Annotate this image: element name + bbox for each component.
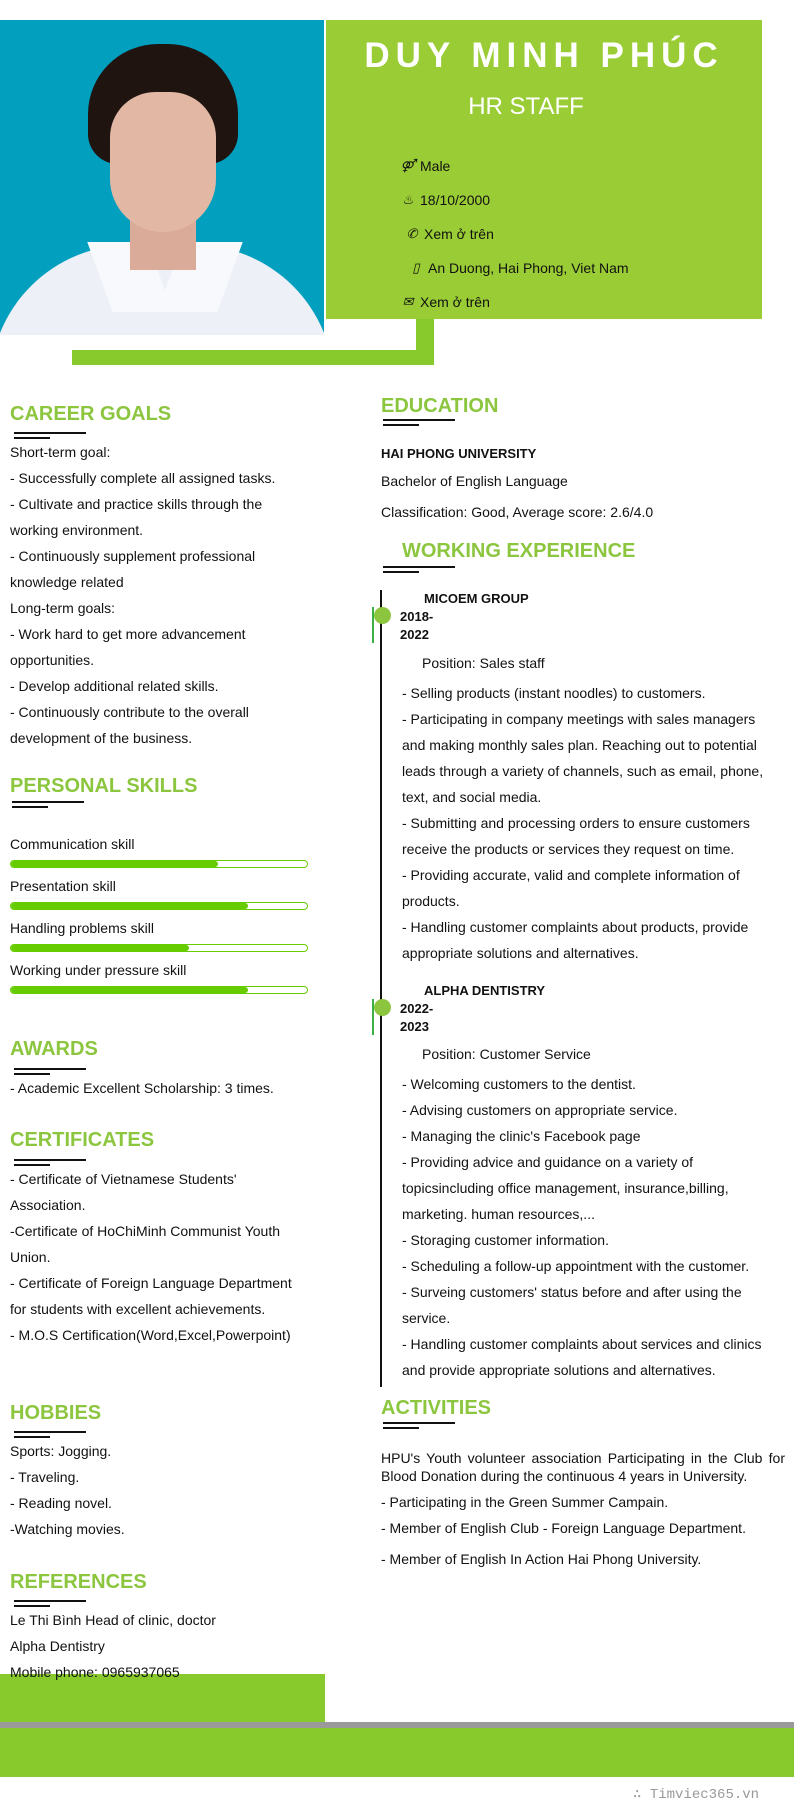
job-position: Position: Sales staff <box>422 655 545 671</box>
text-line: Short-term goal: <box>10 444 111 460</box>
text-line: and provide appropriate solutions and alternatives. <box>402 1362 716 1378</box>
activities-paragraph: HPU's Youth volunteer association Participating in the Club for Blood Donation during the continuous 4 years in University. <box>381 1450 785 1484</box>
education-heading: EDUCATION <box>381 395 499 417</box>
candidate-name: DUY MINH PHÚC <box>364 36 724 75</box>
skill-bar-fill <box>11 945 189 951</box>
info-value: Xem ở trên <box>424 226 494 242</box>
activity-item: - Member of English Club - Foreign Language Department. <box>381 1520 746 1536</box>
skill-label: Presentation skill <box>10 878 116 894</box>
text-line: - Managing the clinic's Facebook page <box>402 1128 641 1144</box>
info-gender <box>400 158 450 174</box>
job-year-end: 2023 <box>400 1019 429 1034</box>
info-address <box>408 260 629 276</box>
degree: Bachelor of English Language <box>381 473 568 489</box>
info-email <box>400 294 490 310</box>
activity-item: - Participating in the Green Summer Campain. <box>381 1494 669 1510</box>
classification: Classification: Good, Average score: 2.6/4.0 <box>381 504 654 520</box>
text-line: text, and social media. <box>402 789 542 805</box>
decor-bar-horizontal <box>72 350 434 365</box>
text-line: service. <box>402 1310 451 1326</box>
skill-label: Handling problems skill <box>10 920 154 936</box>
skill-bar-working-under-pressure <box>10 986 308 994</box>
header-panel <box>326 20 762 319</box>
text-line: - Advising customers on appropriate service. <box>402 1102 678 1118</box>
job-duties <box>402 1071 762 1383</box>
text-line: Alpha Dentistry <box>10 1638 105 1654</box>
text-line: - Selling products (instant noodles) to customers. <box>402 685 706 701</box>
working-experience-heading: WORKING EXPERIENCE <box>402 540 636 562</box>
hobbies-heading: HOBBIES <box>10 1402 102 1424</box>
text-line: - Successfully complete all assigned tasks. <box>10 470 276 486</box>
info-value: An Duong, Hai Phong, Viet Nam <box>428 260 629 276</box>
skill-bar-communication <box>10 860 308 868</box>
text-line: - Providing advice and guidance on a variety of <box>402 1154 694 1170</box>
job-year-start: 2018- <box>400 609 434 624</box>
text-line: Sports: Jogging. <box>10 1443 112 1459</box>
text-line: opportunities. <box>10 652 95 668</box>
heading-underline <box>12 801 86 809</box>
info-birthday <box>400 192 490 208</box>
text-line: - Participating in company meetings with sales managers <box>402 711 756 727</box>
text-line: - Providing accurate, valid and complete information of <box>402 867 740 883</box>
skill-bar-fill <box>11 987 248 993</box>
job-company: ALPHA DENTISTRY <box>424 983 546 998</box>
text-line: and making monthly sales plan. Reaching out to potential <box>402 737 757 753</box>
awards-text <box>10 1075 274 1101</box>
text-line: - Continuously contribute to the overall <box>10 704 249 720</box>
activity-item: - Member of English In Action Hai Phong University. <box>381 1551 702 1567</box>
info-value: Xem ở trên <box>420 294 490 310</box>
awards-heading: AWARDS <box>10 1038 98 1060</box>
info-value: Male <box>420 158 451 174</box>
school-name: HAI PHONG UNIVERSITY <box>381 446 537 461</box>
email-icon: ✉ <box>402 294 414 309</box>
skill-label: Communication skill <box>10 836 135 852</box>
job-company: MICOEM GROUP <box>424 591 529 606</box>
text-line: Long-term goals: <box>10 600 116 616</box>
experience-timeline <box>380 590 382 1387</box>
job-years <box>400 1000 440 1036</box>
text-line: - M.O.S Certification(Word,Excel,Powerpoint) <box>10 1327 291 1343</box>
heading-underline <box>383 566 457 574</box>
photo-face <box>110 92 216 232</box>
text-line: - Develop additional related skills. <box>10 678 219 694</box>
personal-skills-heading: PERSONAL SKILLS <box>10 775 198 797</box>
text-line: -Watching movies. <box>10 1521 125 1537</box>
text-line: topicsincluding office management, insurance,billing, <box>402 1180 729 1196</box>
text-line: - Certificate of Vietnamese Students' <box>10 1171 237 1187</box>
text-line: - Reading novel. <box>10 1495 112 1511</box>
job-years <box>400 608 440 644</box>
text-line: - Certificate of Foreign Language Department <box>10 1275 292 1291</box>
career-goals-heading: CAREER GOALS <box>10 403 172 425</box>
hobbies-text <box>10 1438 125 1542</box>
job-year-start: 2022- <box>400 1001 434 1016</box>
profile-photo <box>0 20 324 335</box>
footer-green-bar <box>0 1728 794 1777</box>
text-line: appropriate solutions and alternatives. <box>402 945 639 961</box>
text-line: - Handling customer complaints about services and clinics <box>402 1336 762 1352</box>
location-icon: ▯ <box>412 260 420 275</box>
references-text <box>10 1607 216 1685</box>
certificates-heading: CERTIFICATES <box>10 1129 155 1151</box>
job-position: Position: Customer Service <box>422 1046 591 1062</box>
text-line: - Cultivate and practice skills through the <box>10 496 263 512</box>
timeline-dot <box>374 999 391 1016</box>
info-value: 18/10/2000 <box>420 192 491 208</box>
career-goals-text <box>10 439 275 751</box>
job-duties <box>402 680 763 966</box>
skill-label: Working under pressure skill <box>10 962 187 978</box>
candidate-title: HR STAFF <box>468 93 584 120</box>
text-line: Mobile phone: 0965937065 <box>10 1664 180 1680</box>
text-line: - Storaging customer information. <box>402 1232 609 1248</box>
text-line: marketing. human resources,... <box>402 1206 595 1222</box>
text-line: - Welcoming customers to the dentist. <box>402 1076 636 1092</box>
text-line: working environment. <box>10 522 144 538</box>
text-line: products. <box>402 893 460 909</box>
activities-heading: ACTIVITIES <box>381 1397 492 1419</box>
gender-icon: ⚤ <box>400 158 416 173</box>
references-heading: REFERENCES <box>10 1571 147 1593</box>
text-line: Le Thi Bình Head of clinic, doctor <box>10 1612 216 1628</box>
text-line: development of the business. <box>10 730 193 746</box>
text-line: - Work hard to get more advancement <box>10 626 246 642</box>
text-line: Union. <box>10 1249 51 1265</box>
skill-bar-fill <box>11 861 218 867</box>
certificates-text <box>10 1166 292 1348</box>
heading-underline <box>383 1422 457 1430</box>
text-line: receive the products or services they request on time. <box>402 841 735 857</box>
info-phone <box>404 226 494 242</box>
heading-underline <box>383 419 457 427</box>
text-line: - Scheduling a follow-up appointment with the customer. <box>402 1258 750 1274</box>
text-line: -Certificate of HoChiMinh Communist Youth <box>10 1223 281 1239</box>
text-line: - Traveling. <box>10 1469 80 1485</box>
phone-icon: ✆ <box>406 226 418 241</box>
birthday-cake-icon: ♨ <box>402 192 414 207</box>
timeline-dot <box>374 607 391 624</box>
skill-bar-presentation <box>10 902 308 910</box>
text-line: - Submitting and processing orders to ensure customers <box>402 815 750 831</box>
skill-bar-fill <box>11 903 248 909</box>
text-line: - Continuously supplement professional <box>10 548 256 564</box>
text-line: - Academic Excellent Scholarship: 3 times. <box>10 1080 274 1096</box>
text-line: - Handling customer complaints about products, provide <box>402 919 749 935</box>
text-line: - Surveing customers' status before and after using the <box>402 1284 742 1300</box>
skill-bar-handling-problems <box>10 944 308 952</box>
text-line: leads through a variety of channels, such as email, phone, <box>402 763 764 779</box>
watermark: ∴ Timviec365.vn <box>633 1787 760 1803</box>
text-line: for students with excellent achievements. <box>10 1301 266 1317</box>
job-year-end: 2022 <box>400 627 429 642</box>
text-line: Association. <box>10 1197 86 1213</box>
text-line: knowledge related <box>10 574 124 590</box>
